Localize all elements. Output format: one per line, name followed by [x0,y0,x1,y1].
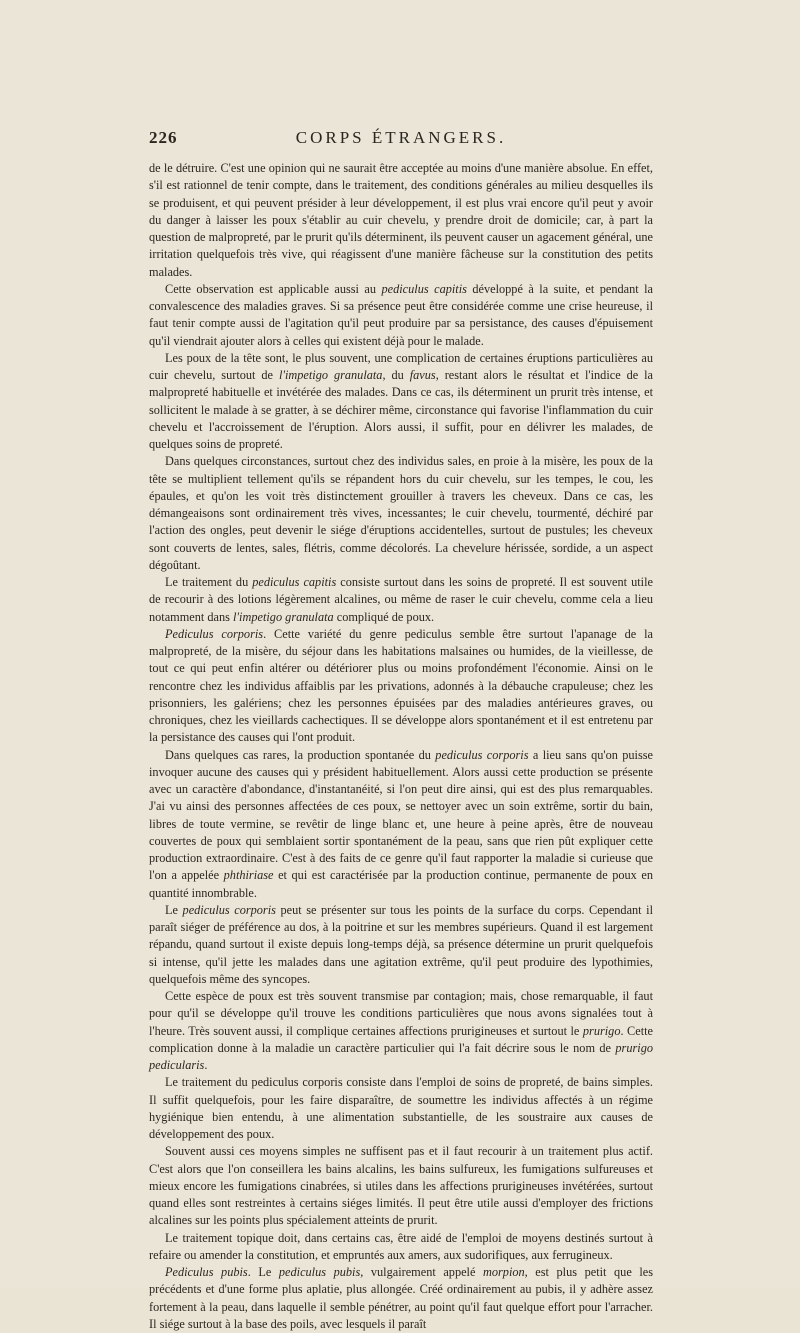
text-run: Cette espèce de poux est très souvent transmise par contagion; mais, chose remarquable, il faut pour qu'il se développe qu'il trouve les conditions particulières que nous avons signalées tout à l'heure. Très souvent aussi, il complique certaines affections prurigineuses et surtout le [149,989,653,1038]
italic-term: prurigo [582,1023,621,1038]
paragraph [149,747,653,902]
italic-term: pediculus corporis [435,747,529,762]
italic-term: prurigo pedicularis [149,1040,653,1072]
italic-term: pediculus corporis [182,902,276,917]
text-run: Dans quelques cas rares, la production spontanée du [165,747,436,762]
paragraph [149,160,653,281]
text-run: peut se présenter sur tous les points de la surface du corps. Cependant il paraît siéger de préférence au dos, à la poitrine et sur les membres supérieurs. Quand il est largement répandu, quand surtout il existe depuis long-temps déjà, sa présence détermine un prurit quelquefois si intense, qu'il jette les malades dans une agitation extrême, qu'il peut produire des lypothimies, quelquefois même des syncopes. [149,902,653,986]
italic-term: l'impetigo granulata [233,609,334,624]
paragraph [149,1074,653,1143]
paragraph [149,350,653,454]
text-run: Cette observation est applicable aussi au [165,281,382,296]
paragraph [149,902,653,988]
text-run: Le traitement du pediculus corporis consiste dans l'emploi de soins de propreté, de bains simples. Il suffit quelquefois, pour les faire disparaître, de soumettre les individus affectés à un régime hygiénique bien entendu, à une alimentation substantielle, de les soustraire aux causes de développement des poux. [149,1075,653,1141]
italic-term: Pediculus corporis [165,626,264,641]
paragraph [149,1143,653,1229]
paragraph [149,626,653,747]
text-run: , est plus petit que les précédents et d'une forme plus aplatie, plus allongée. Créé ordinairement au pubis, il y adhère assez fortement à la peau, dans laquelle il semble pénétrer, au point qu'il faut quelque effort pour l'arracher. Il siége surtout à la base des poils, avec lesquels il paraît [149,1265,654,1331]
text-run: Le traitement du [165,575,253,589]
text-run: compliqué de poux. [333,609,435,624]
paragraph [149,988,653,1074]
page-number: 226 [149,128,178,147]
paragraph [149,453,653,574]
italic-term: favus [409,368,436,382]
text-run: et qui est caractérisée par la production continue, permanente de poux en quantité innombrable. [149,868,653,900]
paragraph [149,1230,653,1265]
paragraph [149,1264,653,1333]
italic-term: pediculus pubis [278,1265,361,1279]
paragraph [149,574,653,626]
text-run: Le [165,902,183,917]
text-run: , du [382,368,410,382]
text-run: , vulgairement appelé [360,1265,483,1279]
text-run: . Cette variété du genre pediculus semble être surtout l'apanage de la malpropreté, de la misère, du séjour dans les habitations malsaines ou humides, de la vieillesse, de tout ce qui peut enfin altérer ou détériorer plus ou moins profondément l'économie. Ainsi on le rencontre chez les individus affaiblis par les privations, adonnés à la débauche crapuleuse; chez les prisonniers, les galériens; chez les personnes épuisées par des maladies antérieures graves, ou chroniques, chez les vieillards cachectiques. Il se développe alors spontanément et il est entretenu par la persistance des causes qui l'ont produit. [149,626,653,745]
italic-term: Pediculus pubis [165,1265,248,1279]
italic-term: l'impetigo granulata [278,368,383,382]
text-run: a lieu sans qu'on puisse invoquer aucune des causes qui y président habituellement. Alors aussi cette production se présente avec un caractère d'abondance, d'instantanéité, si l'on peut dire ainsi, qui est des plus remarquables. J'ai vu ainsi des personnes affectées de ces poux, se nettoyer avec un soin extrême, sortir du bain, libres de toute vermine, se revêtir de linge blanc et, une heure à peine après, être de nouveau couvertes de poux qui semblaient sortir spontanément de la peau, sans que rien pût expliquer cette production extraordinaire. C'est à des faits de ce genre qu'il faut rapporter la maladie si curieuse que l'on a appelée [149,747,653,883]
italic-term: phthiriase [223,868,274,883]
text-run: . Le [247,1265,279,1279]
running-title: CORPS ÉTRANGERS. [295,128,507,147]
text-run: . [204,1058,208,1072]
text-run: Souvent aussi ces moyens simples ne suffisent pas et il faut recourir à un traitement plus actif. C'est alors que l'on conseillera les bains alcalins, les bains sulfureux, les fumigations sulfureuses et mieux encore les fumigations cinabrées, si utiles dans les affections prurigineuses invétérées, surtout quand elles sont restreintes à certains siéges limités. Il peut être utile aussi d'employer des frictions alcalines sur les points plus spécialement atteints de prurit. [149,1144,653,1228]
text-run: Dans quelques circonstances, surtout chez des individus sales, en proie à la misère, les poux de la tête se multiplient tellement qu'ils se répandent hors du cuir chevelu, sur les tempes, le cou, les épaules, et qu'on les voit très distinctement grouiller à travers les cheveux. Dans ce cas, les démangeaisons sont ordinairement très vives, incessantes; le cuir chevelu, tourmenté, déchiré par l'action des ongles, peut devenir le siége d'éruptions accidentelles, surtout de pustules; les cheveux sont couverts de lentes, sales, flétris, comme décolorés. La chevelure hérissée, sordide, a un aspect dégoûtant. [149,454,653,572]
paragraph [149,281,653,350]
page-header [149,128,653,154]
text-run: développé à la suite, et pendant la convalescence des maladies graves. Si sa présence peut être considérée comme une crise heureuse, il faut tenir compte aussi de l'agitation qu'il peut produire par sa persistance, des causes d'épuisement qu'il viendrait ajouter alors à celles qui existent déjà pour le malade. [149,281,654,348]
text-run: Le traitement topique doit, dans certains cas, être aidé de l'emploi de moyens destinés surtout à refaire ou amender la constitution, et empruntés aux amers, aux sudorifiques, aux ferrugineux. [149,1230,653,1262]
text-run: de le détruire. C'est une opinion qui ne saurait être acceptée au moins d'une manière absolue. En effet, s'il est rationnel de tenir compte, dans le traitement, des conditions générales au milieu desquelles ils se produisent, et qui peuvent présider à leur développement, il est plus vrai encore qu'il peut y avoir du danger à laisser les poux s'établir au cuir chevelu, y prendre droit de domicile; car, à part la question de malpropreté, par le prurit qu'ils déterminent, ils peuvent causer un agacement général, une irritation quelquefois très vive, qui réagissent d'une manière fâcheuse sur la constitution des petits malades. [149,161,653,279]
italic-term: morpion [482,1265,525,1279]
text-run: , restant alors le résultat et l'indice de la malpropreté habituelle et invétérée des malades. Dans ce cas, ils déterminent un prurit très intense, et sollicitent le malade à se gratter, à se déchirer même, circonstance qui favorise l'inflammation du cuir chevelu et l'accroissement de l'éruption. Alors aussi, il suffit, pour en délivrer les malades, de quelques soins de propreté. [149,368,654,451]
text-run: . Cette complication donne à la maladie un caractère particulier qui l'a fait décrire sous le nom de [149,1023,654,1055]
italic-term: pediculus capitis [381,281,467,296]
body-text [149,160,653,1333]
italic-term: pediculus capitis [252,575,337,589]
text-run: Les poux de la tête sont, le plus souvent, une complication de certaines éruptions particulières au cuir chevelu, surtout de [149,350,653,382]
text-run: consiste surtout dans les soins de propreté. Il est souvent utile de recourir à des lotions légèrement alcalines, ou même de raser le cuir chevelu, comme cela a lieu notamment dans [149,575,653,624]
